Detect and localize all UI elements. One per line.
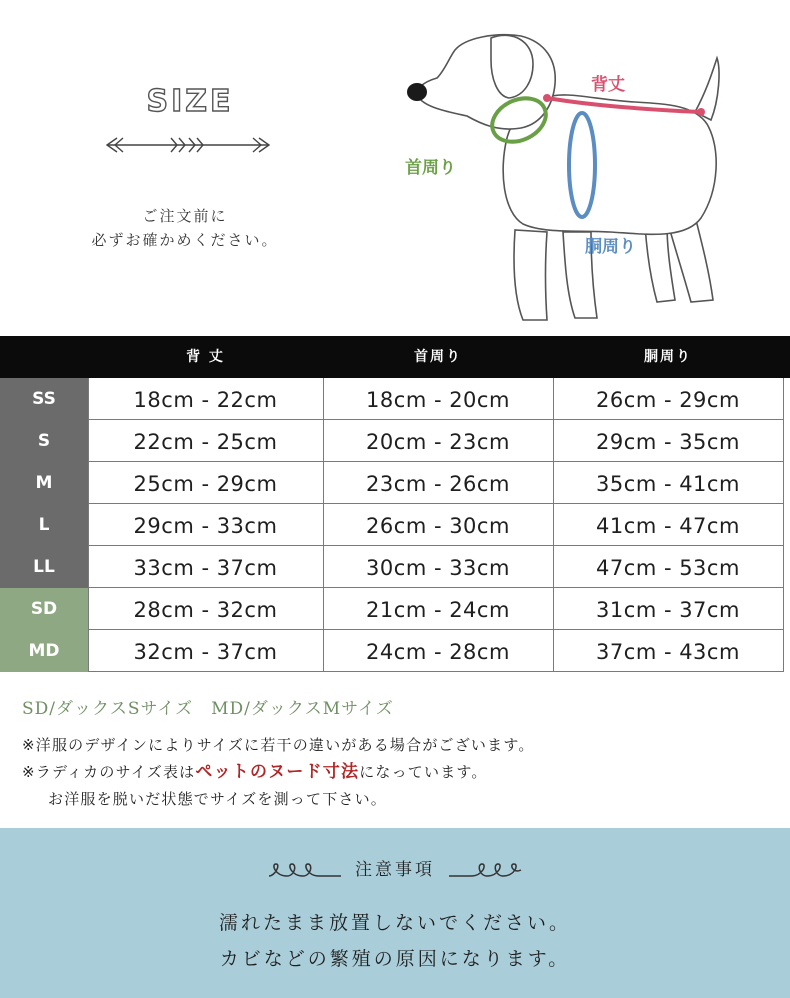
header-back-length: 背 丈 (186, 349, 225, 365)
table-row (0, 630, 790, 672)
cell-back: 29cm - 33cm (133, 514, 278, 538)
header-chest: 胴周り (644, 349, 692, 365)
cell-neck: 20cm - 23cm (366, 430, 510, 454)
sd-md-note: SD/ダックスSサイズ MD/ダックスMサイズ (22, 699, 394, 719)
dog-nose-icon (407, 83, 427, 101)
size-label: SD (0, 588, 88, 630)
table-row (0, 504, 790, 546)
cell-neck: 24cm - 28cm (366, 640, 510, 664)
table-row (0, 588, 790, 630)
notice-line-1: ご注文前に (142, 207, 228, 225)
chest-label: 胴周り (585, 237, 636, 257)
cell-chest: 31cm - 37cm (596, 598, 740, 622)
care-line-1: 濡れたまま放置しないでください。 (218, 912, 571, 934)
cell-back: 32cm - 37cm (133, 640, 278, 664)
table-divider (783, 378, 784, 672)
size-title: SIZE (146, 84, 234, 119)
cell-chest: 47cm - 53cm (596, 556, 740, 580)
size-table (0, 336, 790, 672)
note-nude-measurement (22, 761, 488, 783)
table-divider (553, 378, 554, 672)
cell-neck: 18cm - 20cm (366, 388, 510, 412)
size-label: SS (0, 378, 88, 420)
cell-neck: 30cm - 33cm (366, 556, 510, 580)
dog-measurement-diagram (395, 20, 775, 330)
cell-back: 22cm - 25cm (133, 430, 278, 454)
cell-neck: 26cm - 30cm (366, 514, 510, 538)
cell-chest: 37cm - 43cm (596, 640, 740, 664)
cell-neck: 23cm - 26cm (366, 472, 510, 496)
header-neck: 首周り (414, 349, 462, 365)
swirl-right-icon (445, 858, 525, 882)
cell-back: 25cm - 29cm (133, 472, 278, 496)
cell-back: 18cm - 22cm (133, 388, 278, 412)
arrow-decoration-icon (103, 132, 273, 158)
table-row (0, 420, 790, 462)
table-header (0, 336, 790, 378)
cell-back: 33cm - 37cm (133, 556, 278, 580)
note-measure-instruction: お洋服を脱いだ状態でサイズを測って下さい。 (48, 790, 388, 808)
table-row (0, 546, 790, 588)
neck-label: 首周り (405, 158, 456, 178)
size-label: L (0, 504, 88, 546)
cell-chest: 29cm - 35cm (596, 430, 740, 454)
care-heading-text: 注意事項 (355, 860, 435, 880)
swirl-left-icon (265, 858, 345, 882)
table-body (0, 378, 790, 672)
cell-neck: 21cm - 24cm (366, 598, 510, 622)
size-label: LL (0, 546, 88, 588)
back-length-label: 背丈 (591, 75, 625, 95)
table-divider (323, 378, 324, 672)
note-suffix: になっています。 (359, 763, 488, 781)
note-design-variation: ※洋服のデザインによりサイズに若干の違いがある場合がございます。 (22, 736, 535, 754)
notice-line-2: 必ずお確かめください。 (91, 231, 279, 249)
table-row (0, 462, 790, 504)
size-label: S (0, 420, 88, 462)
notice-text (40, 204, 330, 252)
table-row (0, 378, 790, 420)
size-label: M (0, 462, 88, 504)
note-highlight: ペットのヌード寸法 (195, 762, 360, 782)
cell-chest: 26cm - 29cm (596, 388, 740, 412)
cell-back: 28cm - 32cm (133, 598, 278, 622)
cell-chest: 35cm - 41cm (596, 472, 740, 496)
care-heading (0, 855, 790, 882)
note-prefix: ※ラディカのサイズ表は (22, 763, 196, 781)
size-label: MD (0, 630, 88, 672)
row-divider (88, 671, 783, 672)
cell-chest: 41cm - 47cm (596, 514, 740, 538)
care-line-2: カビなどの繁殖の原因になります。 (219, 948, 571, 970)
table-divider (88, 378, 89, 672)
